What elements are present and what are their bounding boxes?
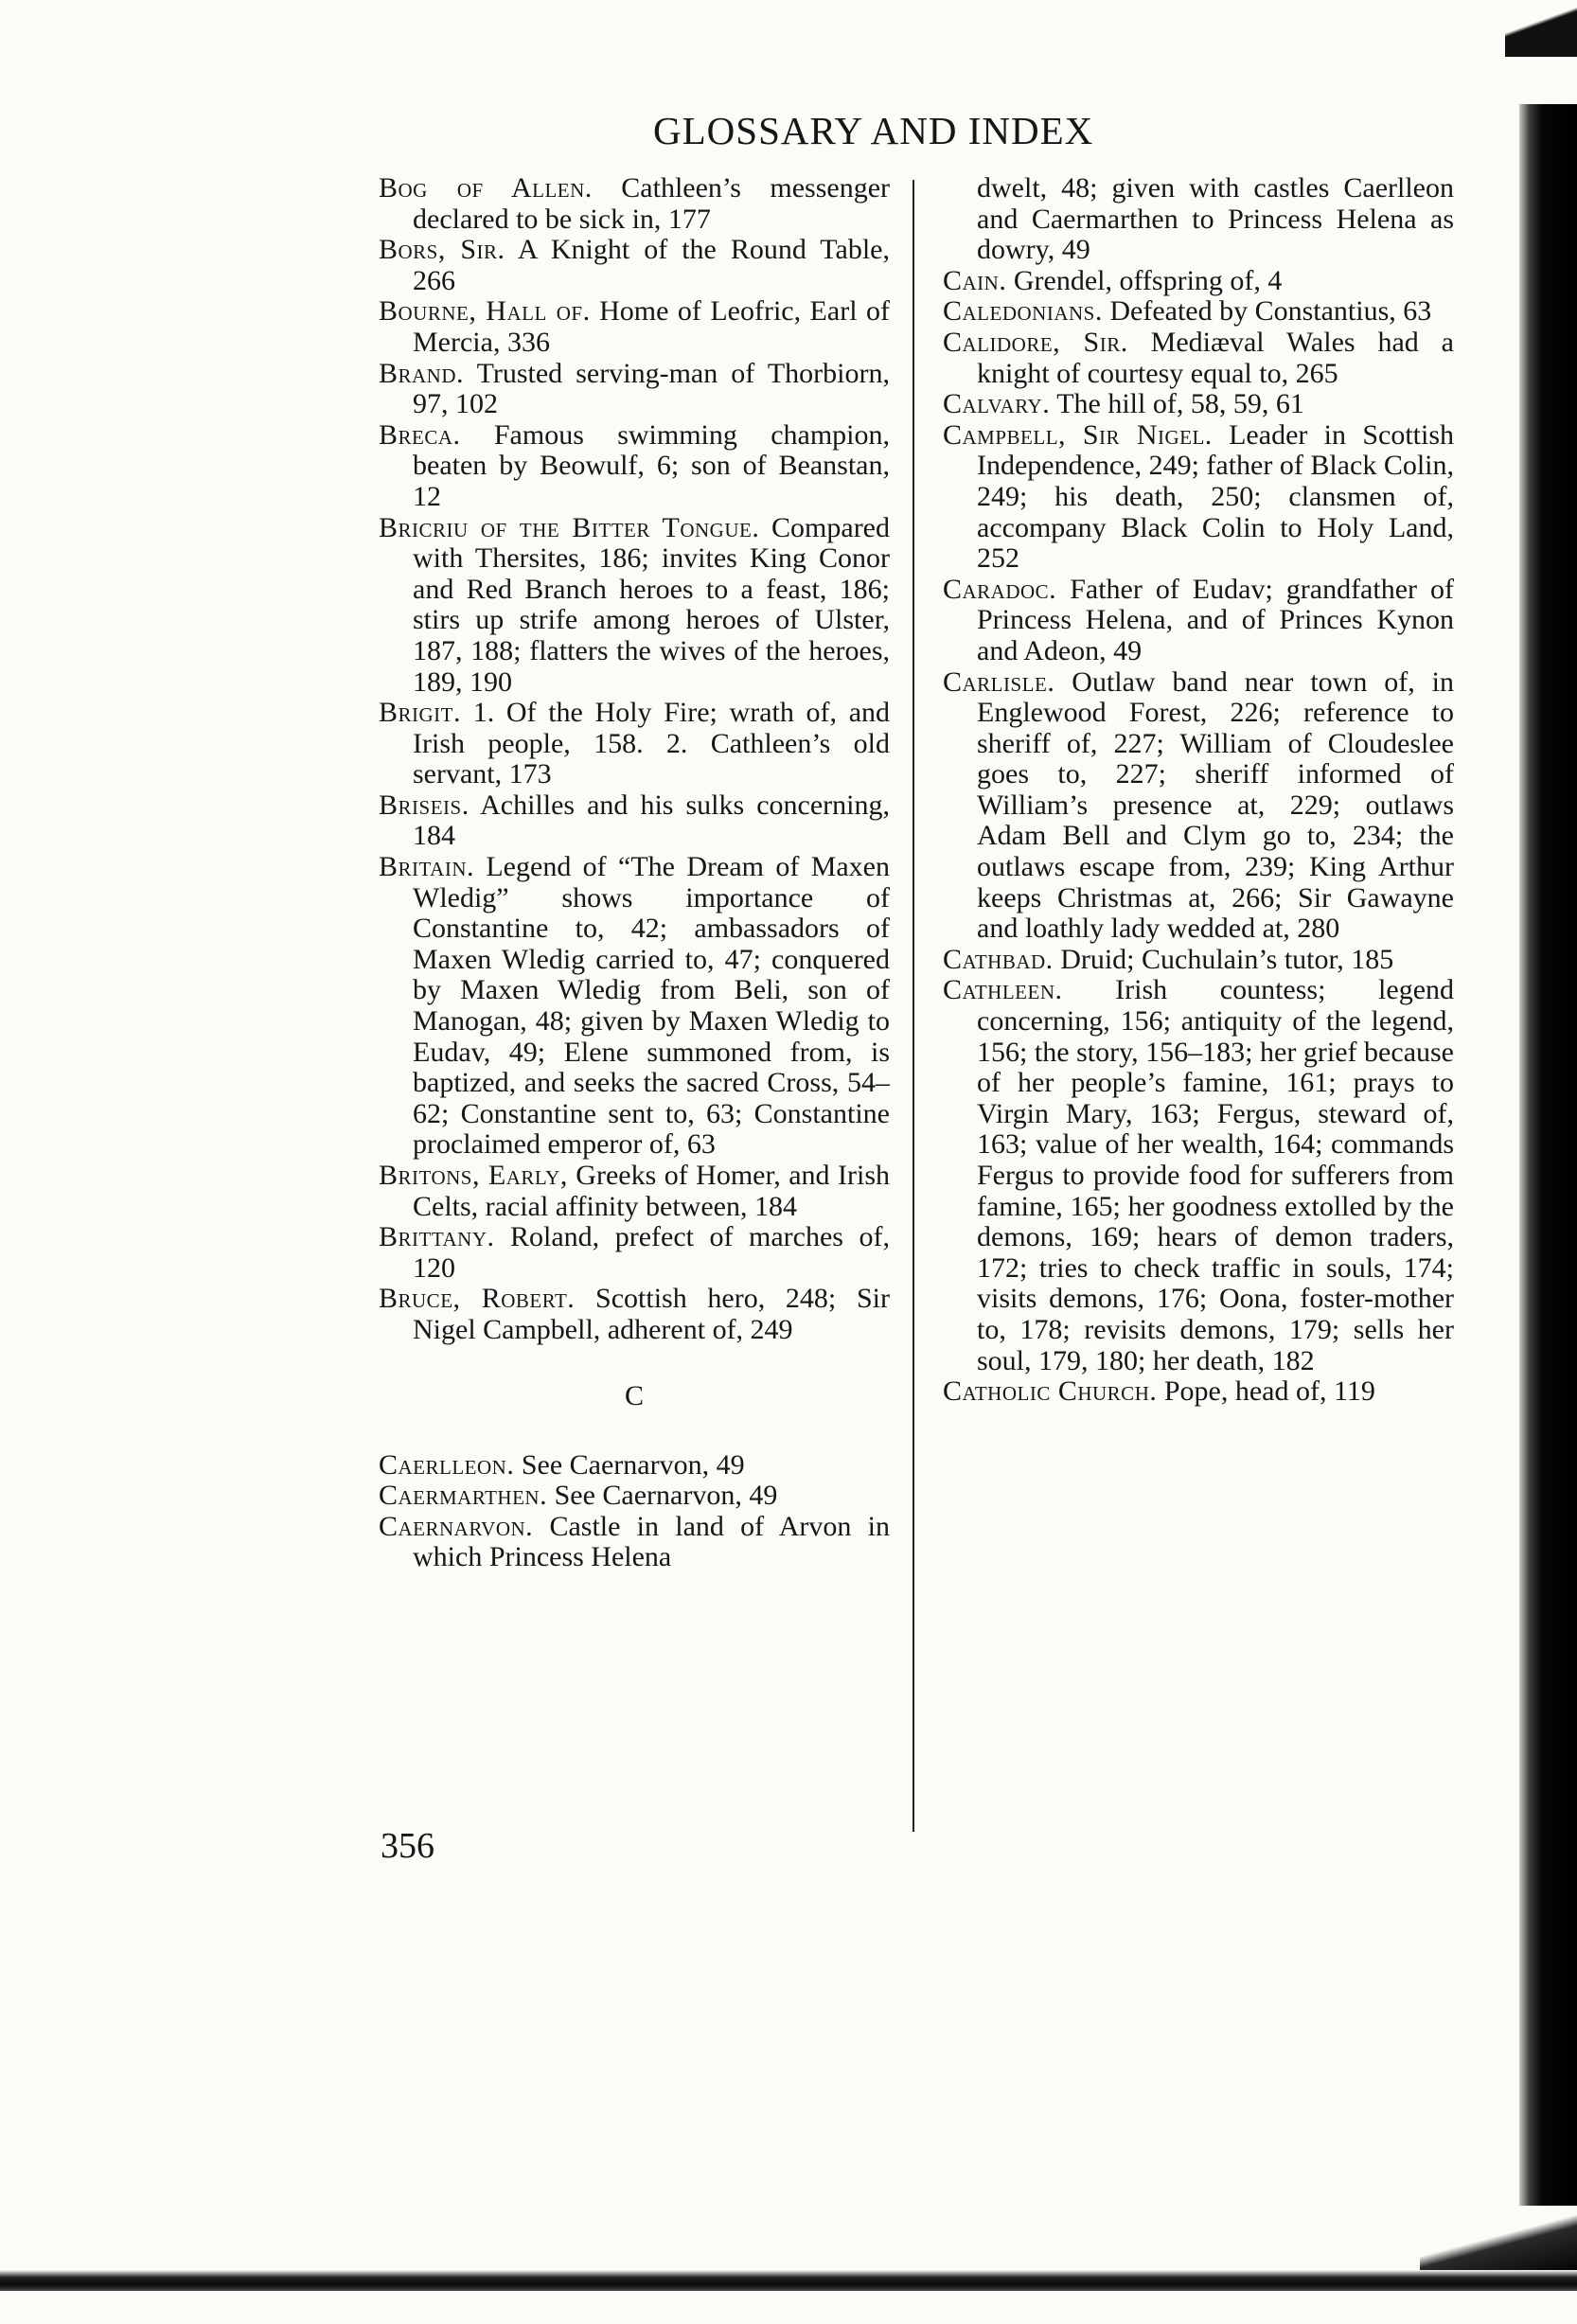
scan-edge-top [1505,0,1577,57]
entry-headword: Bruce, Robert. [379,1283,576,1315]
entry-headword: Cathbad. [943,943,1054,975]
entry-headword: Brand. [379,357,465,389]
entry-text: Grendel, offspring of, 4 [1013,264,1283,296]
entry-headword: Carlisle. [943,665,1055,698]
index-entry [943,266,1454,297]
index-entry [943,575,1454,667]
index-entry [379,790,890,852]
index-entry [943,296,1454,328]
entry-headword: Bricriu of the Bitter Tongue. [379,511,760,543]
entry-headword: Brigit. [379,697,461,729]
entry-text: Mediæval Wales had a knight of courtesy equal to, 265 [977,326,1454,389]
entry-text: Roland, prefect of marches of, 120 [413,1221,890,1284]
right-column [943,173,1454,1408]
entry-text: Legend of “The Dream of Maxen Wledig” shows importance of Constantine to, 42; ambassadors of Maxen Wledig carried to, 47; conquered by Maxen Wledig from Beli, son of Manogan, 48; given by Maxen Wledig to Eudav, 49; Elene summoned from, is baptized, and seeks the sacred Cross, 54–62; Constantine sent to, 63; Constantine proclaimed emperor of, 63 [413,851,891,1161]
page-title: GLOSSARY AND INDEX [653,109,1094,152]
index-entry [379,1284,890,1345]
section-letter: C [624,1379,644,1411]
index-entry [943,420,1454,575]
index-entry [379,1512,890,1573]
entry-headword: Brittany. [379,1221,495,1253]
index-entry [379,296,890,358]
index-entry [379,173,890,235]
entry-headword: Calidore, Sir. [943,326,1128,358]
index-entry [943,1376,1454,1408]
entry-text: The hill of, 58, 59, 61 [1056,388,1304,420]
index-entry [943,975,1454,1376]
entry-headword: Campbell, Sir Nigel. [943,418,1213,451]
entry-text: Castle in land of Arvon in which Princess Helena [413,1510,891,1573]
entry-text: Scottish hero, 248; Sir Nigel Campbell, adherent of, 249 [413,1283,890,1345]
index-entry [943,389,1454,420]
entry-text: Druid; Cuchulain’s tutor, 185 [1060,943,1394,975]
entry-headword: Bors, Sir. [379,234,505,266]
entry-text: See Caernarvon, 49 [521,1448,745,1481]
entry-headword: Bourne, Hall of. [379,295,591,328]
index-entry [943,667,1454,945]
index-entry [379,852,890,1161]
entry-text: dwelt, 48; given with castles Caerlleon and Caermarthen to Princess Helena as dowry, 49 [977,172,1454,266]
entry-text: Achilles and his sulks concerning, 184 [413,789,890,852]
index-entry [943,945,1454,976]
entry-headword: Bog of Allen. [379,172,593,204]
index-entry [379,1222,890,1284]
entry-headword: Cathleen. [943,974,1063,1006]
entry-text: Pope, head of, 119 [1163,1375,1375,1408]
scan-edge-curl [1420,2206,1577,2277]
entry-text: Father of Eudav; grandfather of Princess Helena, and of Princes Kynon and Adeon, 49 [977,573,1454,666]
index-entry [379,513,890,699]
entry-text: Defeated by Constantius, 63 [1109,295,1432,328]
entry-continuation [943,173,1454,266]
entry-headword: Breca. [379,418,461,451]
entry-headword: Britons, Early, [379,1160,568,1191]
entry-text: Compared with Thersites, 186; invites King Conor and Red Branch heroes to a feast, 186; stirs up strife among heroes of Ulster, 187, 188; flatters the wives of the heroes, 189, 190 [413,511,890,698]
index-entry [379,235,890,296]
left-column [379,173,890,1573]
index-entry [379,1450,890,1481]
entry-text: See Caernarvon, 49 [554,1480,778,1512]
entry-headword: Caerlleon. [379,1448,515,1481]
entry-headword: Catholic Church. [943,1375,1158,1408]
entry-text: A Knight of the Round Table, 266 [413,234,890,296]
entry-text: Greeks of Homer, and Irish Celts, racial affinity between, 184 [413,1160,891,1222]
entry-text: Home of Leofric, Earl of Mercia, 336 [413,295,890,358]
entry-headword: Caermarthen. [379,1480,548,1512]
entry-headword: Caernarvon. [379,1510,534,1542]
entry-text: Famous swimming champion, beaten by Beowulf, 6; son of Beanstan, 12 [413,418,890,512]
entry-text: Leader in Scottish Independence, 249; father of Black Colin, 249; his death, 250; clansmen of, accompany Black Colin to Holy Land, 252 [977,418,1454,575]
page-number: 356 [381,1826,434,1866]
entry-headword: Caradoc. [943,573,1057,605]
entry-text: Trusted serving-man of Thorbiorn, 97, 102 [413,357,890,420]
index-entry [379,1481,890,1512]
index-entry [379,359,890,420]
index-entry [379,420,890,513]
entry-text: Irish countess; legend concerning, 156; antiquity of the legend, 156; the story, 156–183; her grief because of her people’s famine, 161; prays to Virgin Mary, 163; Fergus, steward of, 163; value of her wealth, 164; commands Fergus to provide food for sufferers from famine, 165; her goodness extolled by the demons, 169; hears of demon traders, 172; tries to check traffic in souls, 174; visits demons, 176; Oona, foster-mother to, 178; revisits demons, 179; sells her soul, 179, 180; her death, 182 [977,974,1455,1376]
scan-edge-right [1519,104,1577,2244]
index-entry [943,328,1454,389]
entry-headword: Briseis. [379,789,470,821]
entry-text: Outlaw band near town of, in Englewood Forest, 226; reference to sheriff of, 227; William of Cloudeslee goes to, 227; sheriff informed of William’s presence at, 229; outlaws Adam Bell and Clym go to, 234; the outlaws escape from, 239; King Arthur keeps Christmas at, 266; Sir Gawayne and loathly lady wedded at, 280 [977,665,1455,945]
index-entry [379,698,890,790]
entry-text: Cathleen’s messenger declared to be sick in, 177 [413,172,891,235]
entry-headword: Calvary. [943,388,1051,420]
entry-headword: Britain. [379,851,474,883]
entry-headword: Caledonians. [943,295,1103,328]
entry-headword: Cain. [943,264,1007,296]
index-entry [379,1161,890,1222]
column-divider [913,180,914,1832]
scan-edge-bottom [0,2270,1577,2291]
entry-text: 1. Of the Holy Fire; wrath of, and Irish people, 158. 2. Cathleen’s old servant, 173 [413,697,891,790]
